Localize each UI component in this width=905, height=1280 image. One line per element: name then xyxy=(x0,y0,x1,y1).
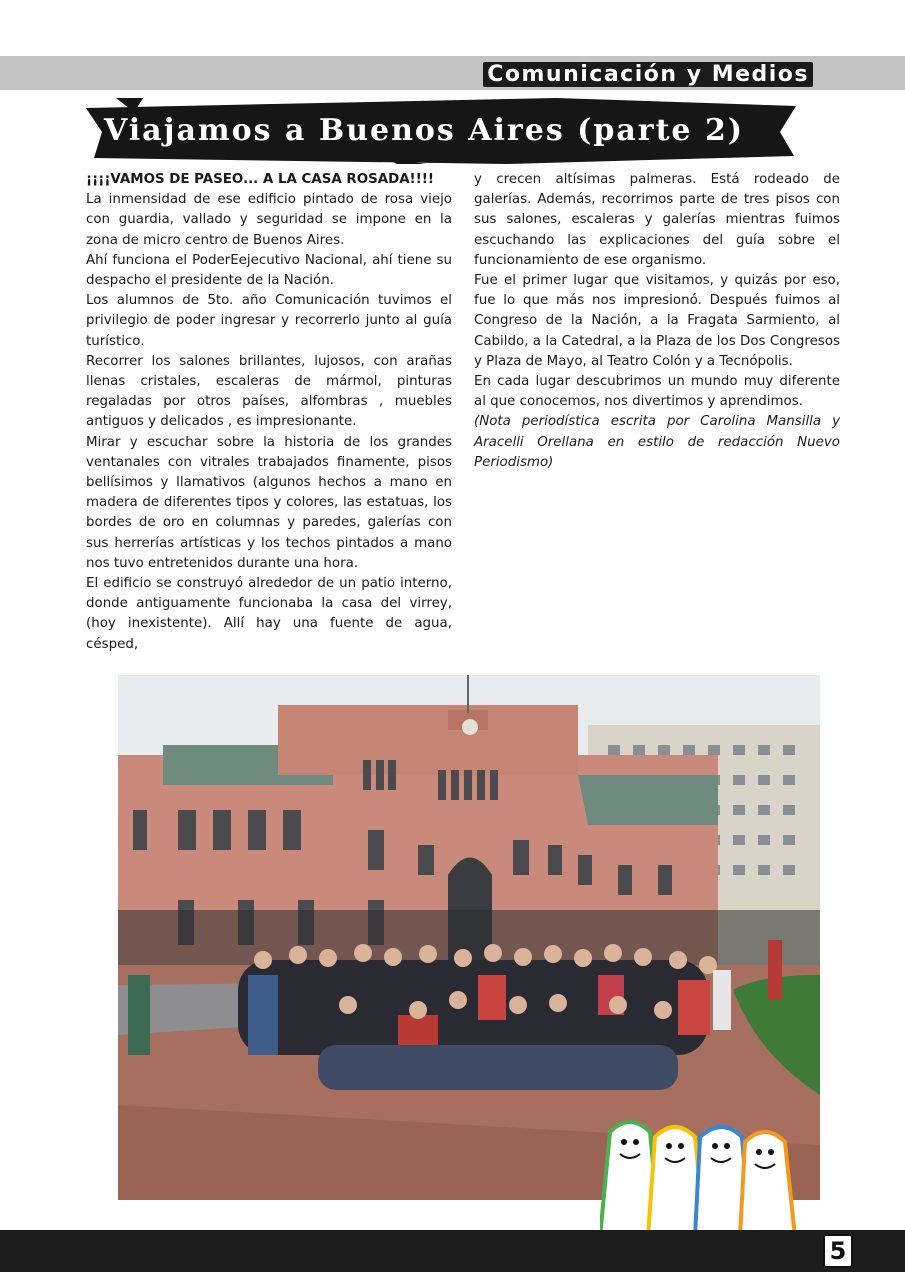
page-number: 5 xyxy=(823,1234,853,1268)
paragraph: La inmensidad de ese edificio pintado de rosa viejo con guardia, vallado y seguridad se impone en la zona de micro centro de Buenos Aires. xyxy=(86,192,452,248)
section-title xyxy=(483,60,813,88)
paragraph: Recorrer los salones brillantes, lujosos, con arañas llenas cristales, escaleras de mármol, pinturas regaladas por otros países, alfombras , muebles antiguos y delicados , es impresionante. xyxy=(86,353,452,430)
mascot-characters-illustration xyxy=(600,1112,800,1237)
footer-bar xyxy=(0,1230,905,1272)
paragraph: Ahí funciona el PoderEejecutivo Nacional, ahí tiene su despacho el presidente de la Nación. xyxy=(86,252,452,289)
headline-title: Viajamos a Buenos Aires (parte 2) xyxy=(104,112,745,148)
headline-banner xyxy=(86,98,796,164)
paragraph: Fue el primer lugar que visitamos, y quizás por eso, fue lo que más nos impresionó. Después fuimos al Congreso de la Nación, a la Fragata Sarmiento, al Cabildo, a la Catedral, a la Plaza de los Dos Congresos y Plaza de Mayo, al Teatro Colón y a Tecnópolis. xyxy=(474,273,840,369)
paragraph: El edificio se construyó alrededor de un patio interno, donde antiguamente funcionaba la casa del virrey, (hoy inexistente). Allí hay una fuente de agua, césped, xyxy=(86,576,452,652)
section-title-text: Comunicación y Medios xyxy=(483,62,813,87)
paragraph: En cada lugar descubrimos un mundo muy diferente al que conocemos, nos divertimos y aprendimos. xyxy=(474,374,840,410)
mascots-icon xyxy=(600,1112,800,1237)
paragraph: y crecen altísimas palmeras. Está rodeado de galerías. Además, recorrimos parte de tres pisos con sus salones, escaleras y galerías mientras fuimos escuchando las explicaciones del guía sobre el funcionamiento de ese organismo. xyxy=(474,172,840,268)
paragraph: Mirar y escuchar sobre la historia de los grandes ventanales con vitrales trabajados finamente, pisos bellísimos y llamativos (algunos hechos a mano en madera de diferentes tipos y colores, las estatuas, los bordes de oro en columnas y paredes, galerías con sus herrerías artísticas y los techos pintados a mano nos tuvo entretenidos durante una hora. xyxy=(86,434,452,571)
article-column-right xyxy=(474,170,840,473)
article-kicker: ¡¡¡¡VAMOS DE PASEO... A LA CASA ROSADA!!!! xyxy=(86,172,434,187)
author-note: (Nota periodística escrita por Carolina Mansilla y Aracelli Orellana en estilo de redacción Nuevo Periodismo) xyxy=(474,414,840,470)
paragraph: Los alumnos de 5to. año Comunicación tuvimos el privilegio de poder ingresar y recorrerlo junto al guía turístico. xyxy=(86,293,452,349)
article-column-left xyxy=(86,170,452,655)
